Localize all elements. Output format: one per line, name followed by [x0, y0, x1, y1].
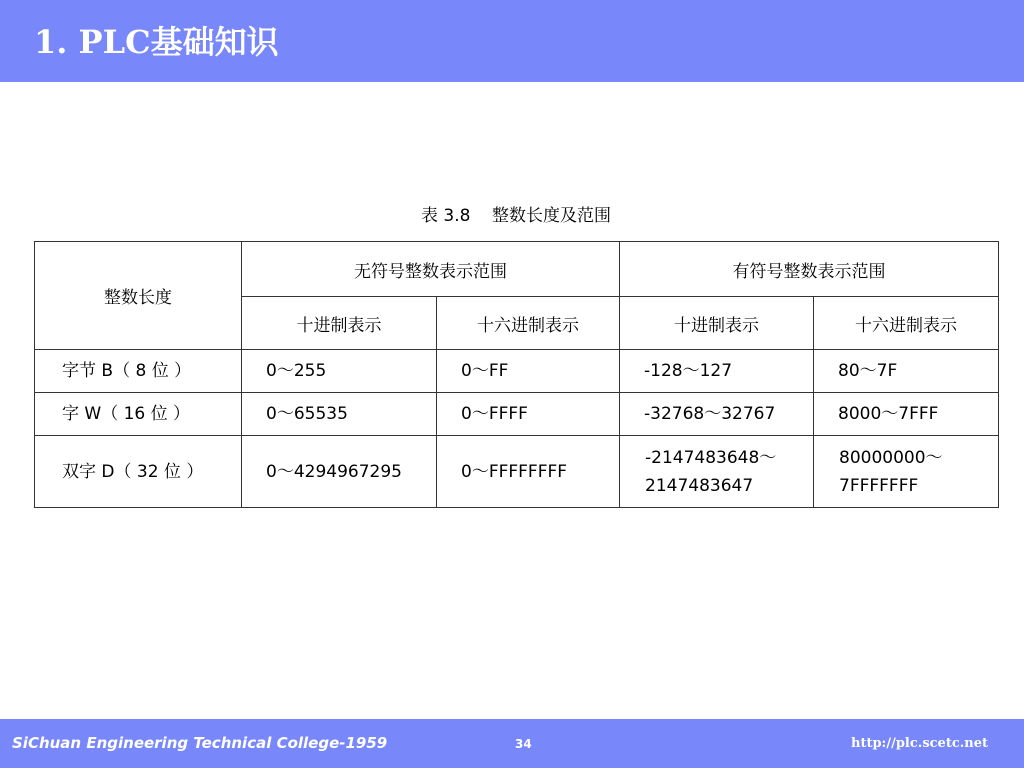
header-signed-range: 有符号整数表示范围	[620, 242, 999, 297]
subheader-unsigned-hex: 十六进制表示	[437, 297, 620, 350]
signed-decimal-line: 2147483647	[645, 475, 754, 496]
page-number: 34	[515, 737, 532, 751]
signed-hex-cell	[814, 436, 999, 508]
unsigned-hex-cell: 0～FF	[437, 350, 620, 393]
title-bar	[0, 0, 1024, 82]
slide-title: 1. PLC基础知识	[34, 23, 279, 61]
header-integer-length: 整数长度	[35, 242, 242, 350]
footer-bar	[0, 719, 1024, 768]
subheader-signed-decimal: 十进制表示	[620, 297, 814, 350]
subheader-unsigned-decimal: 十进制表示	[242, 297, 437, 350]
row-label: 字节 B（ 8 位 ）	[35, 350, 242, 393]
signed-decimal-line: -2147483648～	[645, 447, 777, 468]
signed-hex-line: 7FFFFFFF	[839, 475, 919, 496]
unsigned-decimal-cell: 0～4294967295	[242, 436, 437, 508]
table-caption: 表 3.8 整数长度及范围	[420, 206, 612, 226]
footer-url: http://plc.scetc.net	[851, 736, 988, 751]
table-row	[35, 436, 999, 508]
unsigned-decimal-cell: 0～255	[242, 350, 437, 393]
unsigned-hex-cell: 0～FFFF	[437, 393, 620, 436]
signed-decimal-cell	[620, 436, 814, 508]
footer-college-name: SiChuan Engineering Technical College-1959	[12, 734, 388, 752]
table-row	[35, 350, 999, 393]
signed-hex-cell: 8000～7FFF	[814, 393, 999, 436]
row-label: 字 W（ 16 位 ）	[35, 393, 242, 436]
signed-hex-line: 80000000～	[839, 447, 943, 468]
table-row	[35, 393, 999, 436]
header-unsigned-range: 无符号整数表示范围	[242, 242, 620, 297]
signed-hex-cell: 80～7F	[814, 350, 999, 393]
row-label: 双字 D（ 32 位 ）	[35, 436, 242, 508]
subheader-signed-hex: 十六进制表示	[814, 297, 999, 350]
unsigned-hex-cell: 0～FFFFFFFF	[437, 436, 620, 508]
integer-range-table	[34, 241, 999, 508]
table-header-row	[35, 242, 999, 297]
signed-decimal-cell: -128～127	[620, 350, 814, 393]
unsigned-decimal-cell: 0～65535	[242, 393, 437, 436]
signed-decimal-cell: -32768～32767	[620, 393, 814, 436]
